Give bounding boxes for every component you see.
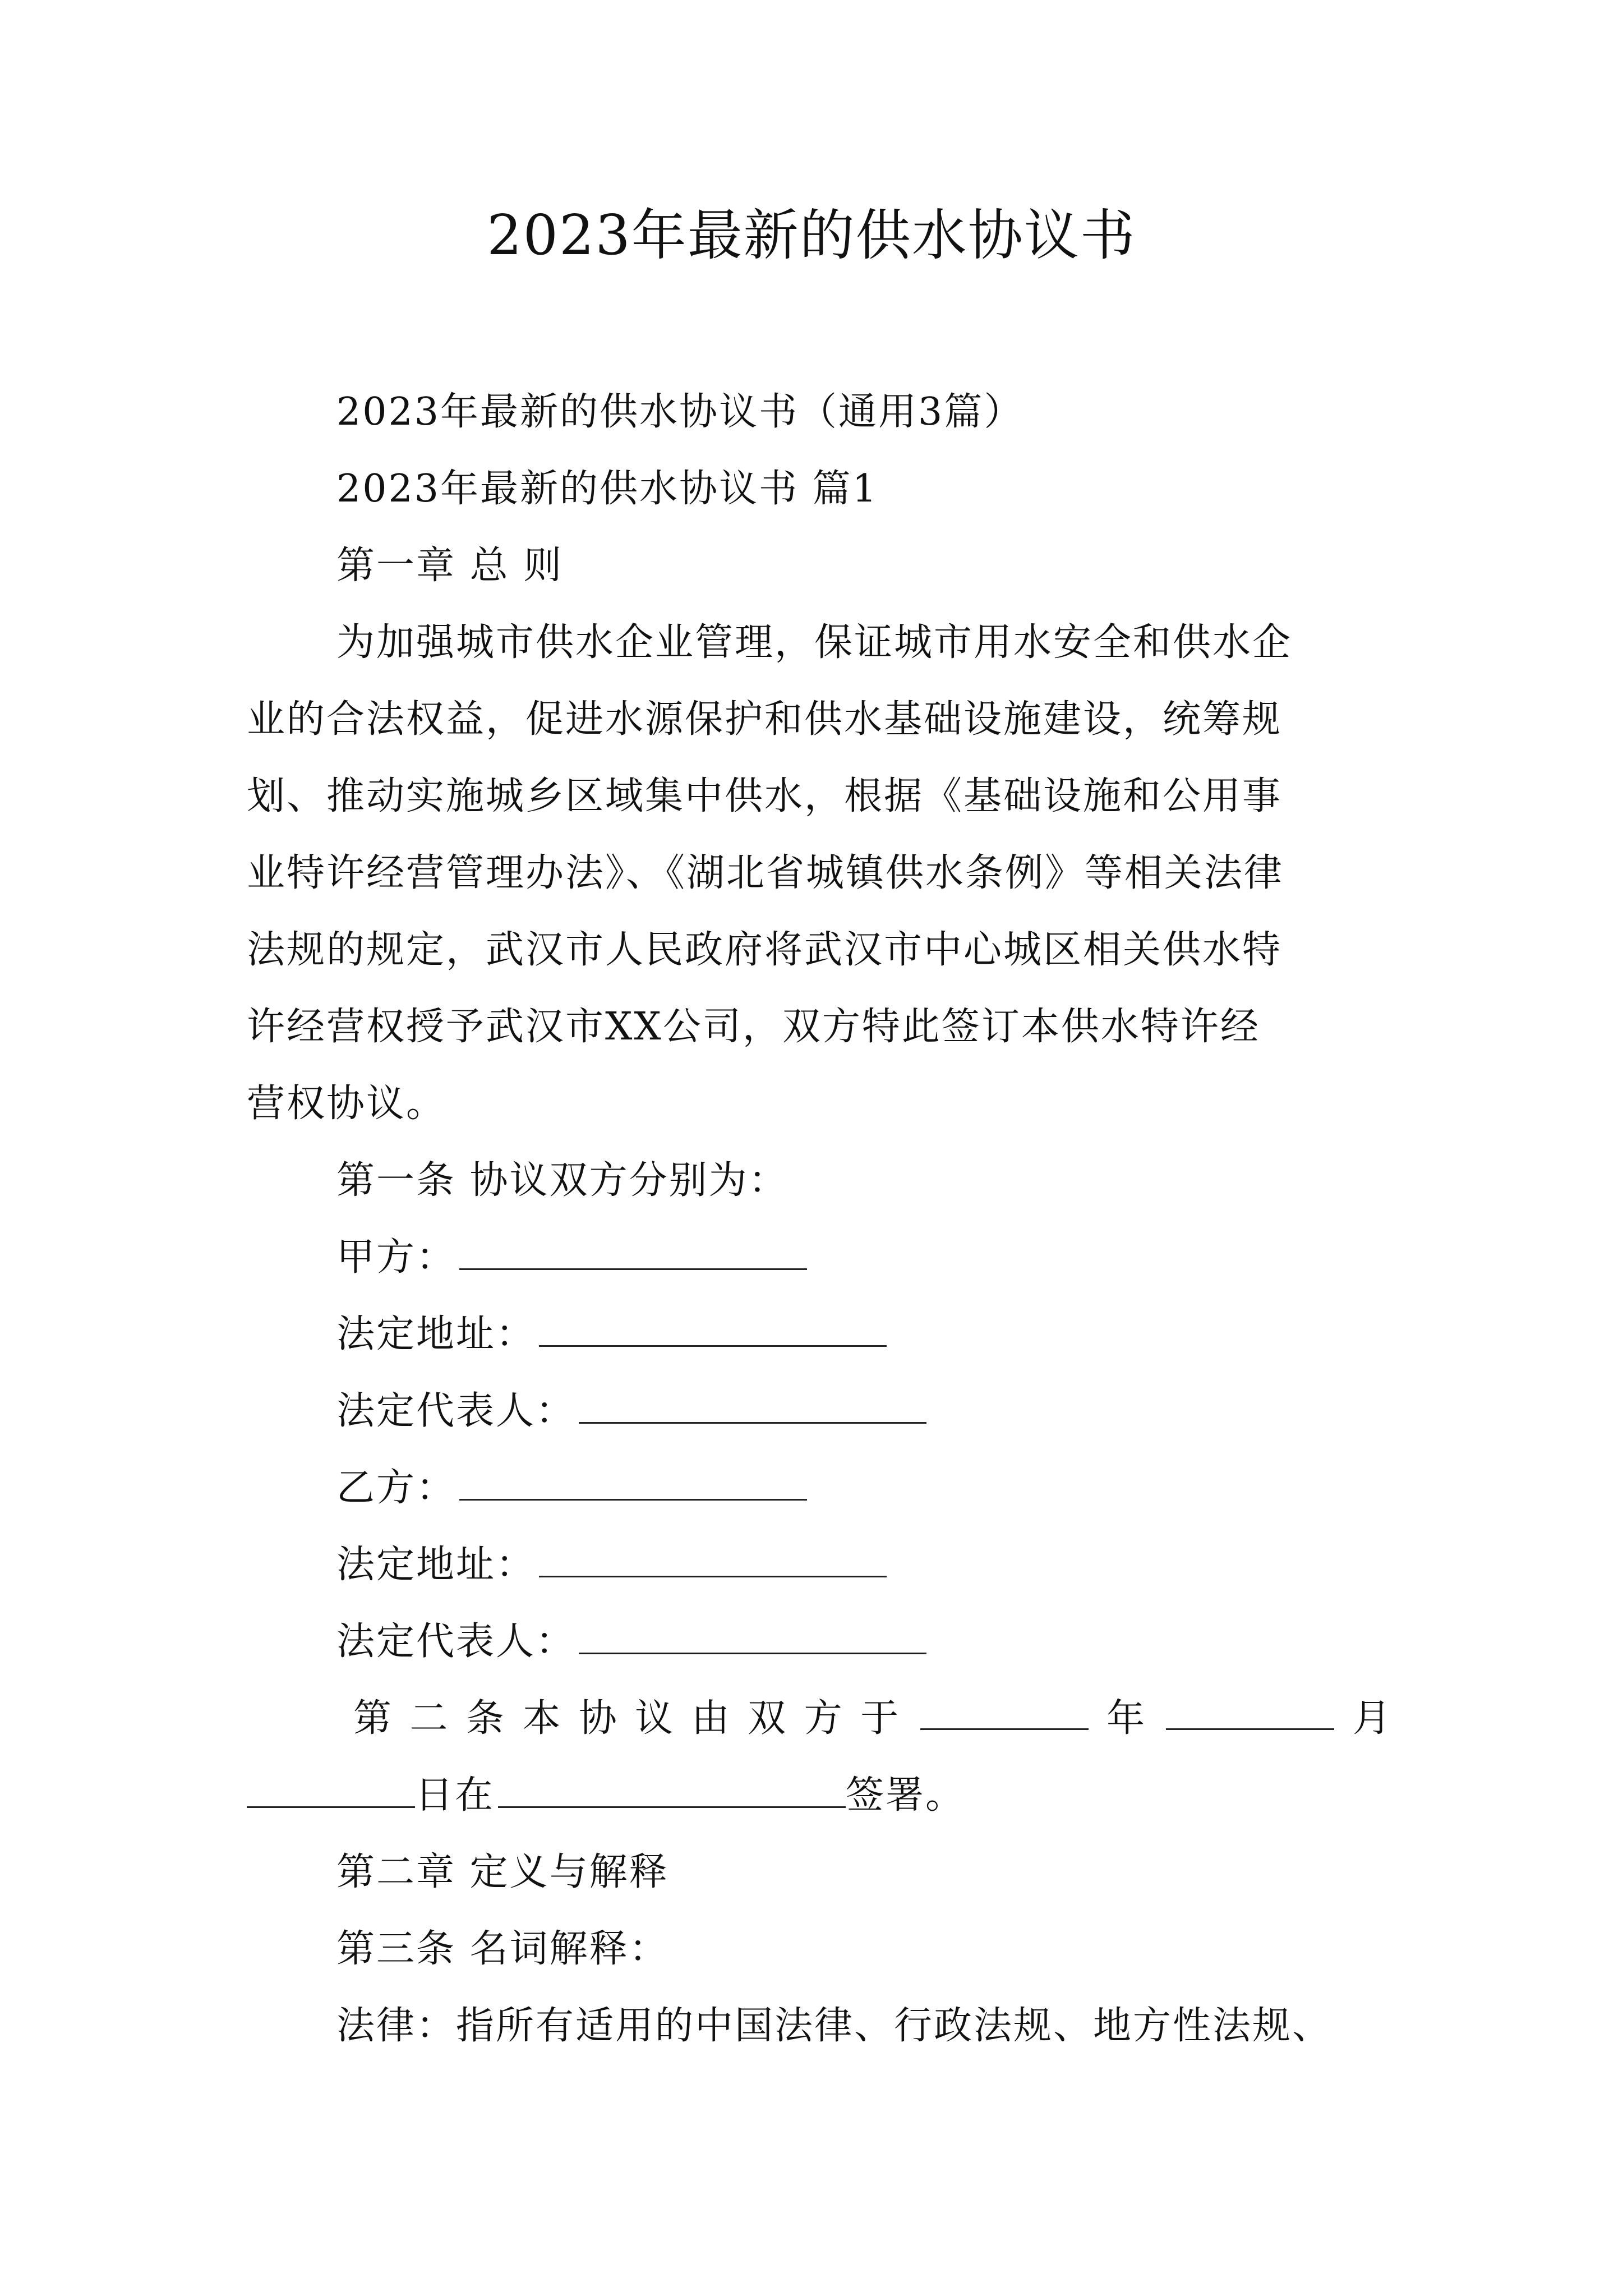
article-2-char: 方 xyxy=(804,1696,842,1741)
day-blank xyxy=(247,1772,415,1808)
party-a-rep-label: 法定代表人： xyxy=(336,1389,576,1433)
intro-paragraph-line: 业的合法权益，促进水源保护和供水基础设施建设，统筹规 xyxy=(247,697,1283,742)
party-b-address-label: 法定地址： xyxy=(336,1543,536,1587)
article-2-char: 二 xyxy=(409,1696,448,1741)
intro-paragraph-line: 营权协议。 xyxy=(247,1082,446,1126)
article-1-heading: 第一条 协议双方分别为： xyxy=(336,1158,789,1203)
article-2-char: 第 xyxy=(353,1696,392,1741)
year-blank xyxy=(920,1694,1089,1730)
party-b-address-blank xyxy=(539,1541,887,1577)
year-label: 年 xyxy=(1106,1696,1145,1741)
article-2-continued xyxy=(247,1770,1391,1821)
party-b-rep-blank xyxy=(579,1618,926,1654)
law-definition-line: 法律：指所有适用的中国法律、行政法规、地方性法规、 xyxy=(336,2004,1332,2048)
intro-paragraph-line: 为加强城市供水企业管理，保证城市用水安全和供水企 xyxy=(336,620,1293,665)
chapter-1-heading: 第一章 总 则 xyxy=(336,544,564,588)
party-a-label: 甲方： xyxy=(336,1235,457,1280)
party-a-blank xyxy=(459,1234,807,1270)
party-a-address-row xyxy=(336,1309,1391,1360)
signed-label: 签署。 xyxy=(846,1773,966,1818)
place-blank xyxy=(498,1772,846,1808)
article-2-row xyxy=(353,1694,1391,1744)
document-subtitle: 2023年最新的供水协议书（通用3篇） xyxy=(336,390,1024,434)
article-2-char: 议 xyxy=(635,1696,674,1741)
article-2-char: 条 xyxy=(465,1696,504,1741)
article-2-char: 本 xyxy=(522,1696,561,1741)
party-b-address-row xyxy=(336,1540,1391,1590)
article-2-char: 由 xyxy=(691,1696,730,1741)
chapter-2-heading: 第二章 定义与解释 xyxy=(336,1850,669,1894)
intro-paragraph-line: 许经营权授予武汉市XX公司，双方特此签订本供水特许经 xyxy=(247,1005,1260,1049)
article-2-char: 协 xyxy=(578,1696,617,1741)
party-a-rep-blank xyxy=(579,1387,926,1424)
article-3-heading: 第三条 名词解释： xyxy=(336,1927,669,1971)
intro-paragraph-line: 业特许经营管理办法》、《湖北省城镇供水条例》等相关法律 xyxy=(247,851,1284,895)
party-a-address-blank xyxy=(539,1310,887,1347)
party-b-rep-label: 法定代表人： xyxy=(336,1619,576,1664)
party-b-label: 乙方： xyxy=(336,1466,457,1510)
month-label: 月 xyxy=(1352,1696,1391,1741)
party-a-row xyxy=(336,1232,1391,1283)
party-b-row xyxy=(336,1463,1391,1513)
article-2-char: 双 xyxy=(748,1696,786,1741)
part-heading: 2023年最新的供水协议书 篇1 xyxy=(336,467,878,511)
document-title: 2023年最新的供水协议书 xyxy=(487,204,1136,268)
intro-paragraph-line: 划、推动实施城乡区域集中供水，根据《基础设施和公用事 xyxy=(247,774,1283,818)
day-place-label: 日在 xyxy=(415,1773,495,1818)
month-blank xyxy=(1166,1694,1334,1730)
party-b-rep-row xyxy=(336,1617,1391,1667)
party-a-address-label: 法定地址： xyxy=(336,1312,536,1356)
article-2-char: 于 xyxy=(860,1696,899,1741)
party-a-rep-row xyxy=(336,1386,1391,1437)
party-b-blank xyxy=(459,1464,807,1501)
intro-paragraph-line: 法规的规定，武汉市人民政府将武汉市中心城区相关供水特 xyxy=(247,928,1283,972)
